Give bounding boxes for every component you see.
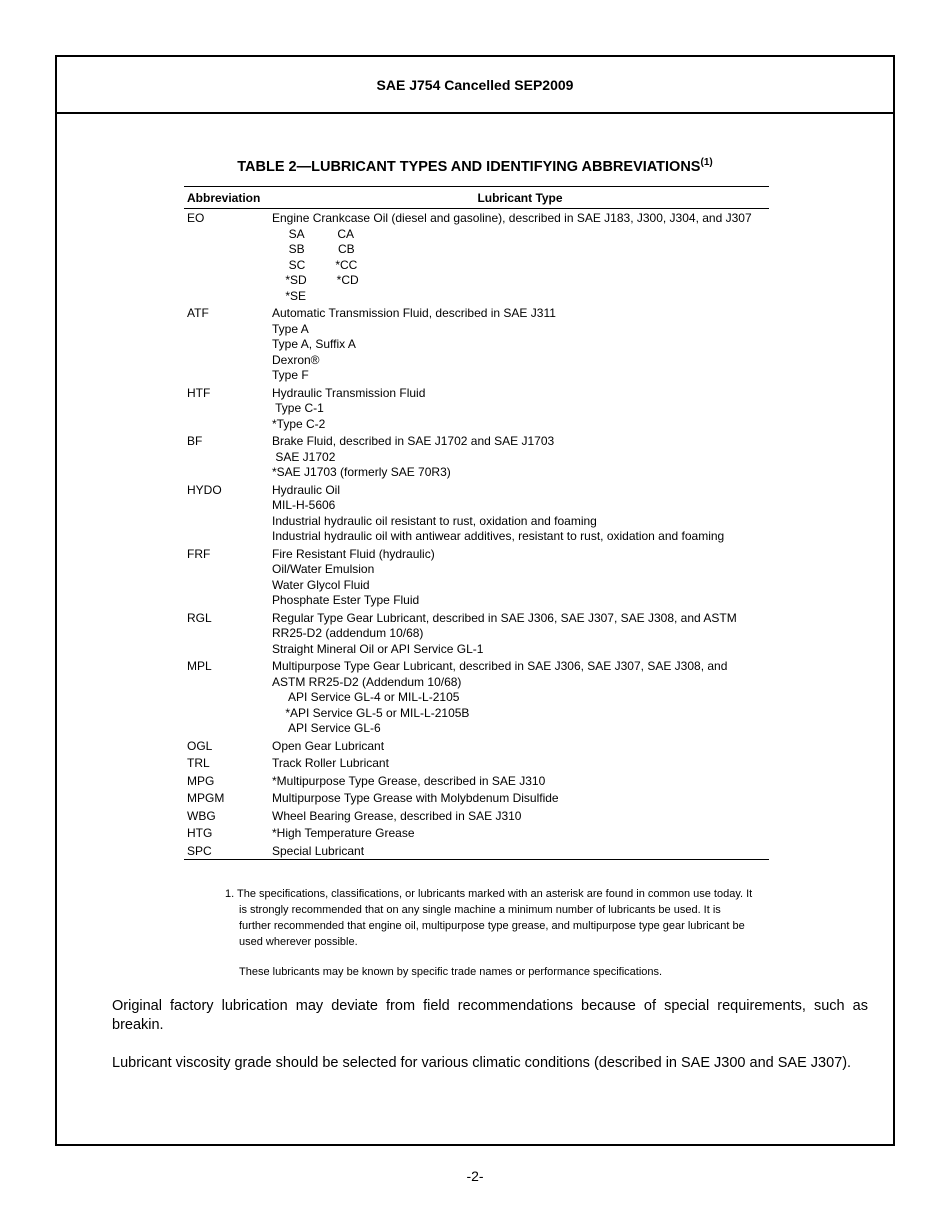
lubricant-type-title: Multipurpose Type Gear Lubricant, described in SAE J306, SAE J307, SAE J308, and: [272, 659, 728, 673]
lubricant-type-cell: [272, 809, 769, 825]
abbreviation-cell: SPC: [187, 843, 212, 858]
lubricant-type-title: Regular Type Gear Lubricant, described in SAE J306, SAE J307, SAE J308, and ASTM: [272, 610, 737, 625]
footnote-note: These lubricants may be known by specific trade names or performance specifications.: [239, 966, 663, 978]
lubricant-type-cell: [272, 306, 769, 384]
lubricant-type-subitem: Dexron®: [272, 352, 320, 367]
abbreviation-cell: EO: [187, 211, 205, 225]
lubricant-type-title: Fire Resistant Fluid (hydraulic): [272, 546, 435, 561]
table-row: [184, 611, 769, 658]
lubricant-type-cell: [272, 774, 769, 790]
table-row: [184, 434, 769, 481]
table-row: [184, 211, 769, 304]
abbreviation-cell: FRF: [187, 546, 211, 561]
lubricant-type-subitem: Type A: [272, 321, 309, 336]
lubricant-type-title: Special Lubricant: [272, 843, 365, 858]
lubricant-type-title: Brake Fluid, described in SAE J1702 and SAE J1703: [272, 434, 555, 448]
table-row: [184, 756, 769, 772]
abbreviation-cell: HTF: [187, 385, 211, 400]
footnote-text: 1. The specifications, classifications, or lubricants marked with an asterisk are found in common use today. It is strongly recommended that on any single machine a minimum number of lubricants be used. It is further recommended that engine oil, multipurpose type grease, and multipurpose type gear lubricant be used wherever possible.: [225, 888, 753, 948]
lubricant-type-subitem: *SE: [272, 288, 307, 303]
lubricant-type-subitem: SA CA: [272, 226, 355, 241]
lubricant-type-subitem: Phosphate Ester Type Fluid: [272, 593, 420, 607]
lubricant-type-cell: [272, 756, 769, 772]
abbreviation-cell: OGL: [187, 738, 213, 753]
lubricant-type-subitem: Oil/Water Emulsion: [272, 562, 375, 576]
lubricant-type-title: Open Gear Lubricant: [272, 738, 385, 753]
lubricant-type-title: Hydraulic Transmission Fluid: [272, 385, 426, 400]
lubricant-type-subitem: API Service GL-6: [272, 721, 381, 735]
lubricant-type-cell: [272, 483, 769, 545]
table-body: [184, 211, 769, 859]
lubricant-type-cell: [272, 434, 769, 481]
abbreviation-cell: WBG: [187, 808, 216, 823]
lubricant-type-subitem: Type A, Suffix A: [272, 337, 356, 351]
lubricant-type-subitem: *SD *CD: [272, 273, 359, 287]
table-title-text: TABLE 2—LUBRICANT TYPES AND IDENTIFYING ABBREVIATIONS: [237, 158, 701, 175]
lubricant-type-cell: [272, 611, 769, 658]
lubricant-type-subitem: SB CB: [272, 242, 355, 256]
lubricant-type-cell: [272, 547, 769, 609]
lubricant-type-subitem: RR25-D2 (addendum 10/68): [272, 626, 424, 640]
lubricant-type-subitem: Industrial hydraulic oil with antiwear additives, resistant to rust, oxidation and foaming: [272, 529, 725, 543]
table-row: [184, 844, 769, 860]
abbreviation-cell: MPL: [187, 659, 212, 673]
lubricant-type-subitem: Industrial hydraulic oil resistant to rust, oxidation and foaming: [272, 513, 597, 528]
table-row: [184, 826, 769, 842]
table-row: [184, 739, 769, 755]
paragraph-factory-lubrication: Original factory lubrication may deviate from field recommendations because of special requirements, such as breakin.: [112, 998, 868, 1033]
lubricant-type-subitem: *SAE J1703 (formerly SAE 70R3): [272, 465, 451, 479]
table-row: [184, 483, 769, 545]
lubricant-type-subitem: SAE J1702: [272, 449, 336, 464]
lubricant-type-cell: [272, 211, 769, 304]
lubricant-type-subitem: Type C-1: [272, 401, 324, 415]
lubricant-type-cell: [272, 659, 769, 737]
table-row: [184, 809, 769, 825]
lubricant-type-title: *Multipurpose Type Grease, described in SAE J310: [272, 773, 546, 788]
abbreviation-cell: HTG: [187, 826, 213, 840]
abbreviation-cell: MPGM: [187, 791, 225, 805]
abbreviation-cell: BF: [187, 434, 203, 448]
lubricant-type-title: Engine Crankcase Oil (diesel and gasoline), described in SAE J183, J300, J304, and J307: [272, 211, 752, 225]
lubricant-type-title: Track Roller Lubricant: [272, 756, 389, 770]
lubricant-type-subitem: Straight Mineral Oil or API Service GL-1: [272, 641, 484, 656]
lubricant-type-title: *High Temperature Grease: [272, 826, 415, 840]
lubricant-type-cell: [272, 844, 769, 860]
lubricant-type-subitem: MIL-H-5606: [272, 498, 336, 512]
lubricant-type-subitem: SC *CC: [272, 257, 358, 272]
lubricant-type-column-header: Lubricant Type: [477, 190, 563, 205]
page-frame: [55, 55, 895, 1146]
lubricant-type-title: Hydraulic Oil: [272, 482, 341, 497]
table-row: [184, 547, 769, 609]
lubricant-type-cell: [272, 739, 769, 755]
abbreviation-cell: HYDO: [187, 482, 222, 497]
table-title-footnote-ref: (1): [700, 157, 713, 168]
paragraph-viscosity-grade: Lubricant viscosity grade should be selected for various climatic conditions (described in SAE J300 and SAE J307).: [112, 1055, 852, 1071]
abbreviation-cell: MPG: [187, 773, 215, 788]
lubricant-table: [184, 186, 769, 860]
lubricant-type-cell: [272, 791, 769, 807]
abbreviation-cell: RGL: [187, 610, 212, 625]
lubricant-type-title: Automatic Transmission Fluid, described in SAE J311: [272, 306, 556, 320]
lubricant-type-cell: [272, 386, 769, 433]
table-row: [184, 659, 769, 737]
table-row: [184, 386, 769, 433]
lubricant-type-cell: [272, 826, 769, 842]
table-row: [184, 791, 769, 807]
lubricant-type-subitem: Water Glycol Fluid: [272, 577, 370, 592]
table-row: [184, 306, 769, 384]
lubricant-type-subitem: *Type C-2: [272, 416, 326, 431]
lubricant-type-subitem: ASTM RR25-D2 (Addendum 10/68): [272, 674, 462, 689]
lubricant-type-subitem: Type F: [272, 368, 309, 382]
lubricant-type-title: Multipurpose Type Grease with Molybdenum Disulfide: [272, 791, 559, 805]
page-number: -2-: [466, 1168, 484, 1184]
document-title: SAE J754 Cancelled SEP2009: [376, 76, 574, 93]
lubricant-type-subitem: *API Service GL-5 or MIL-L-2105B: [272, 705, 470, 720]
document-header: [57, 57, 893, 114]
table-title: [57, 157, 893, 175]
table-row: [184, 774, 769, 790]
lubricant-type-title: Wheel Bearing Grease, described in SAE J310: [272, 808, 522, 823]
abbreviation-cell: TRL: [187, 756, 210, 770]
lubricant-type-subitem: API Service GL-4 or MIL-L-2105: [272, 690, 460, 704]
abbreviation-cell: ATF: [187, 306, 209, 320]
table-header-row: [184, 187, 769, 209]
table-footnote: [225, 886, 755, 980]
abbreviation-column-header: Abbreviation: [187, 190, 261, 205]
